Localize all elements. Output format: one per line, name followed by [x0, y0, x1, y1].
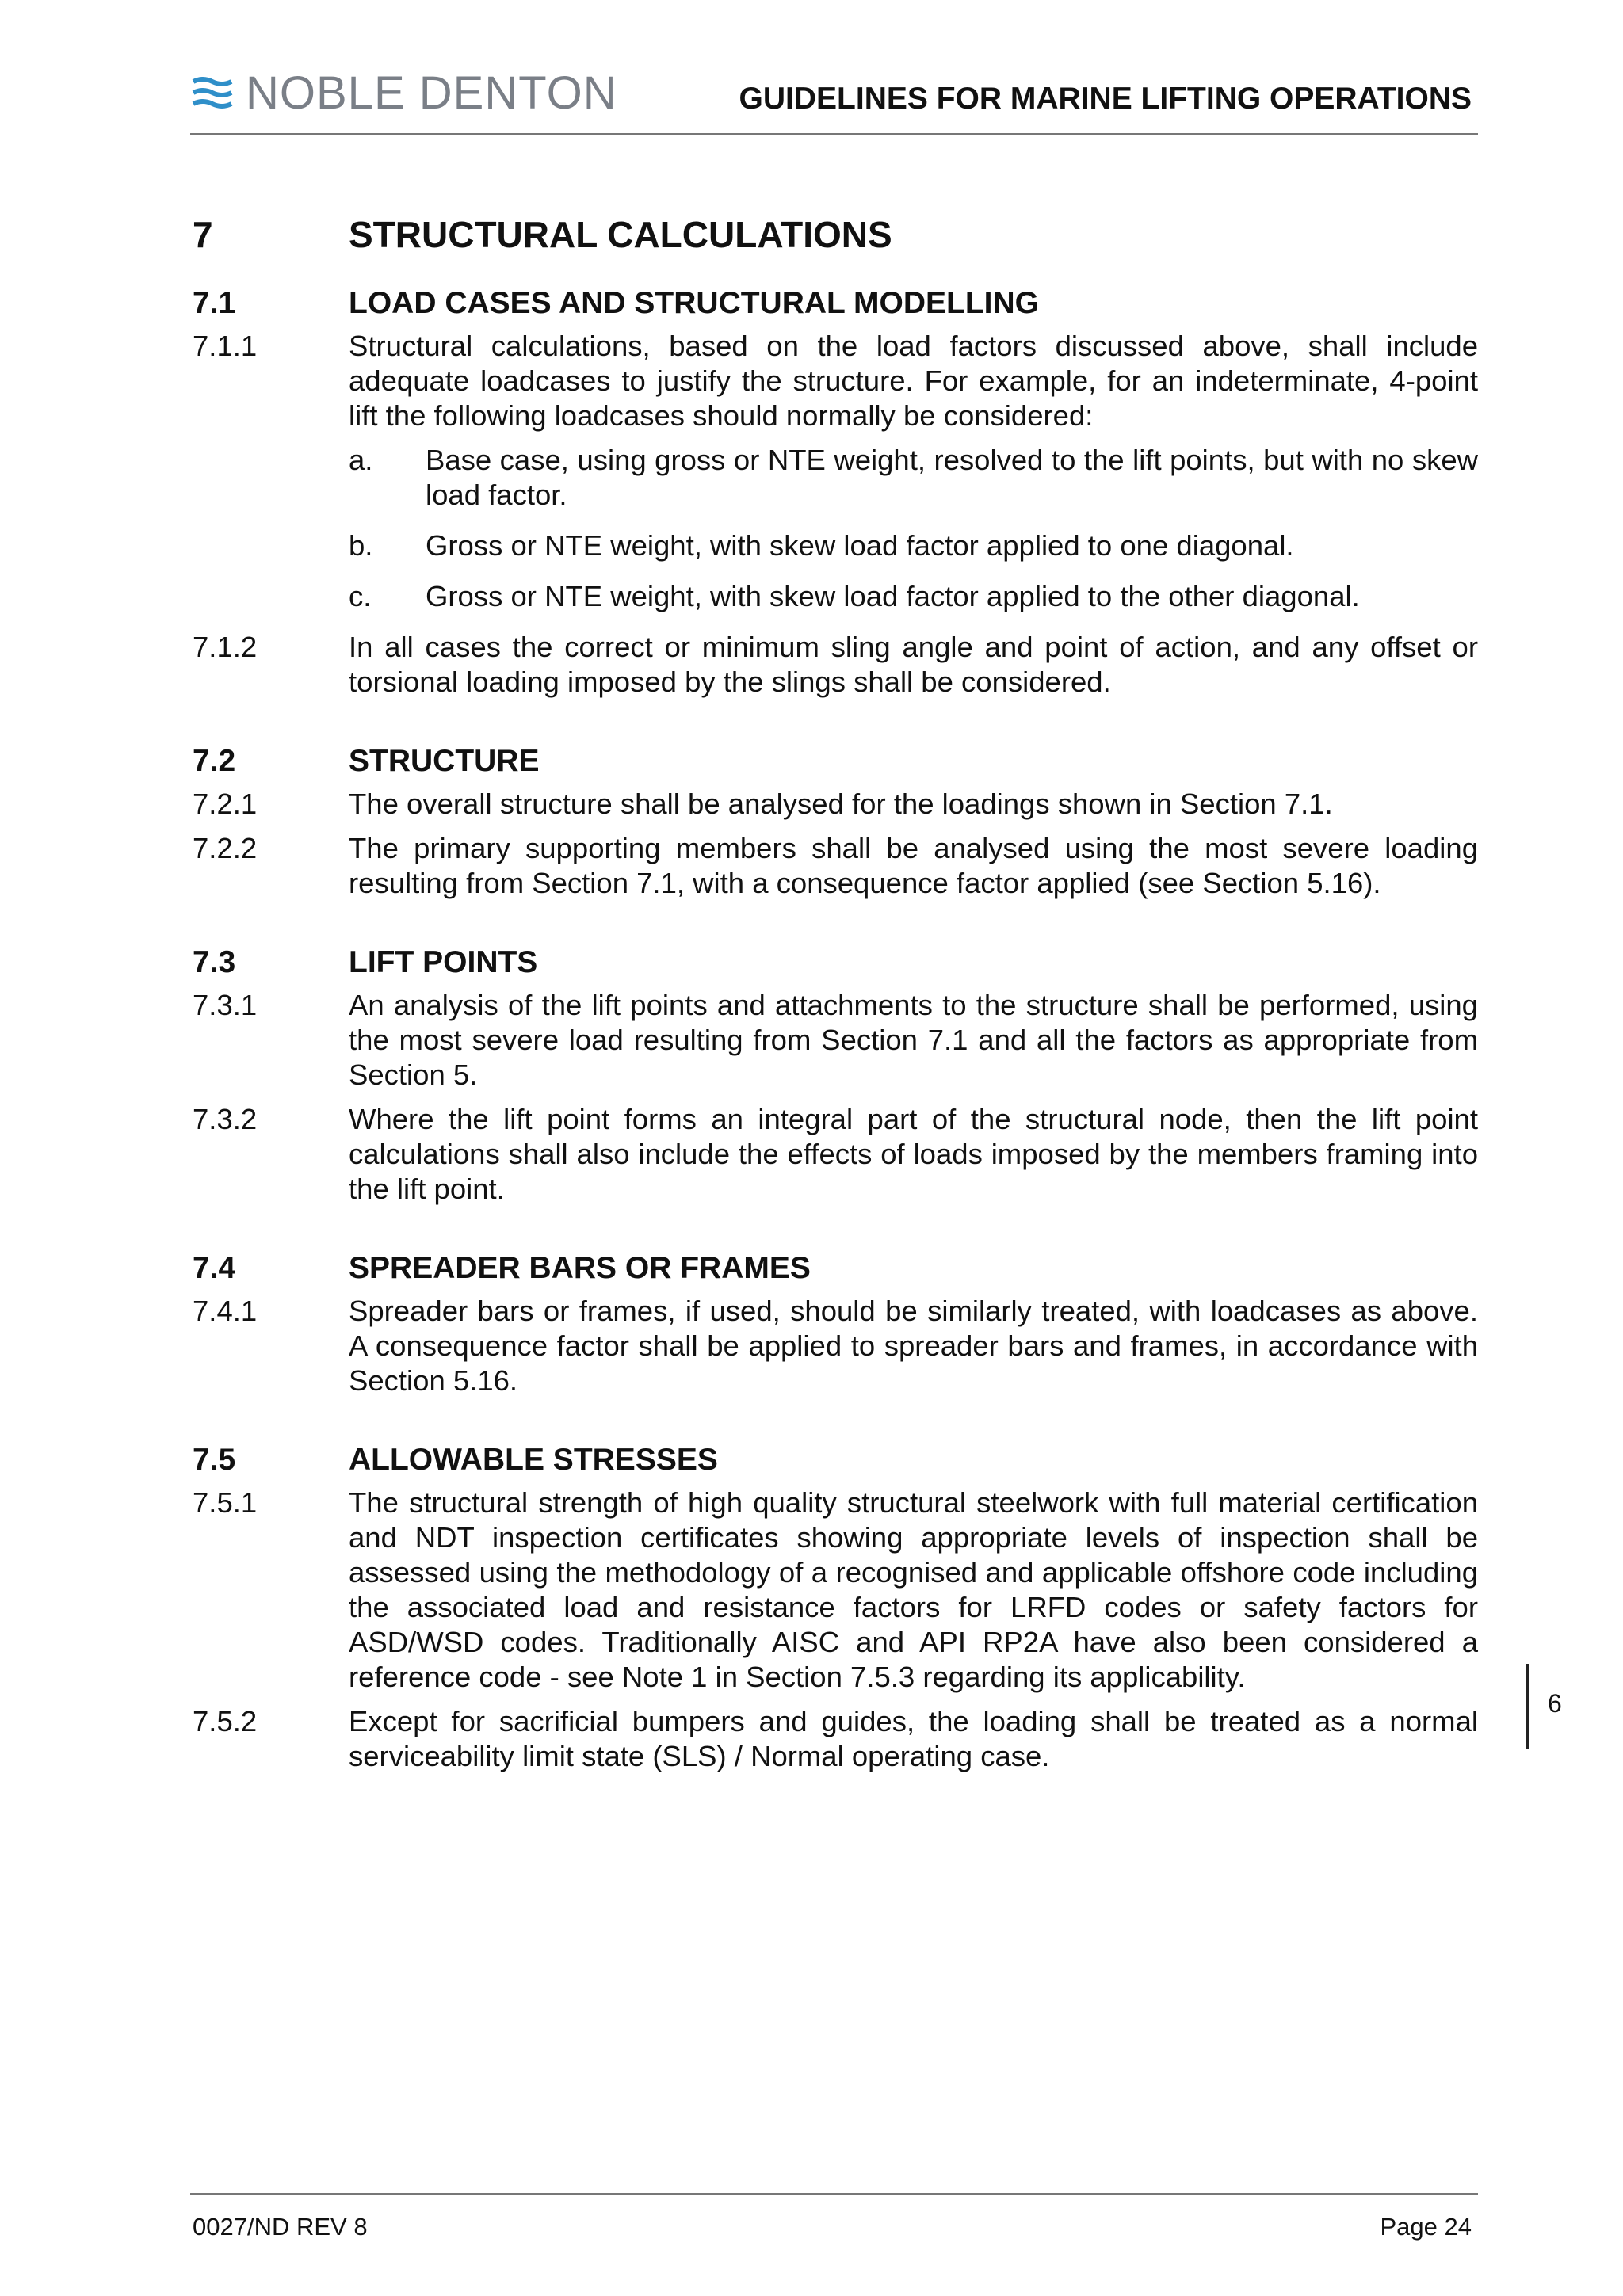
list-item-letter: c. — [349, 580, 372, 612]
revision-marker: 6 — [1548, 1689, 1562, 1718]
page-header — [190, 62, 1478, 135]
subsection-heading — [193, 280, 1478, 329]
paragraph-number: 7.4.1 — [193, 1295, 258, 1327]
paragraph — [193, 1704, 1478, 1774]
paragraph-text: Spreader bars or frames, if used, should be similarly treated, with loadcases as above. A consequence factor shall be applied to spreader bars and frames, in accordance with Section 5.16. — [349, 1295, 1478, 1397]
list-item — [349, 443, 1478, 513]
paragraph — [193, 329, 1478, 433]
revision-change-bar — [1526, 1664, 1529, 1749]
paragraph-number: 7.2.2 — [193, 832, 258, 864]
page-body — [193, 202, 1478, 1783]
paragraph-number: 7.5.1 — [193, 1486, 258, 1519]
list-item — [349, 528, 1478, 563]
subsection-heading — [193, 939, 1478, 988]
list-item-text: Gross or NTE weight, with skew load factor applied to the other diagonal. — [426, 580, 1360, 612]
subsection-title: STRUCTURE — [349, 744, 540, 778]
paragraph-text: Where the lift point forms an integral part of the structural node, then the lift point calculations shall also include the effects of loads imposed by the members framing into the lift point. — [349, 1103, 1478, 1205]
list-item-letter: b. — [349, 529, 373, 562]
subsection-heading — [193, 1245, 1478, 1294]
document-title: GUIDELINES FOR MARINE LIFTING OPERATIONS — [739, 82, 1472, 116]
subsection-number: 7.1 — [193, 286, 236, 320]
page-number: Page 24 — [1380, 2213, 1472, 2241]
page-footer — [190, 2193, 1478, 2252]
paragraph — [193, 1102, 1478, 1207]
paragraph — [193, 831, 1478, 901]
paragraph-text: The overall structure shall be analysed for the loadings shown in Section 7.1. — [349, 788, 1333, 820]
subsection-number: 7.4 — [193, 1251, 236, 1285]
paragraph-text: An analysis of the lift points and attachments to the structure shall be performed, using the most severe load resulting from Section 7.1 and all the factors as appropriate from Section 5. — [349, 989, 1478, 1091]
subsection-heading — [193, 1436, 1478, 1486]
paragraph-text: Except for sacrificial bumpers and guides, the loading shall be treated as a normal serviceability limit state (SLS) / Normal operating case. — [349, 1705, 1478, 1772]
paragraph-text: The primary supporting members shall be analysed using the most severe loading resulting from Section 7.1, with a consequence factor applied (see Section 5.16). — [349, 832, 1478, 899]
waves-logo-icon — [192, 75, 233, 112]
paragraph-text: Structural calculations, based on the load factors discussed above, shall include adequate loadcases to justify the structure. For example, for an indeterminate, 4-point lift the following loadcases should normally be considered: — [349, 330, 1478, 432]
paragraph-number: 7.1.2 — [193, 631, 258, 663]
paragraph — [193, 988, 1478, 1093]
paragraph-number: 7.3.2 — [193, 1103, 258, 1135]
list-item-text: Gross or NTE weight, with skew load factor applied to one diagonal. — [426, 529, 1294, 562]
section-number: 7 — [193, 214, 213, 255]
paragraph-text: The structural strength of high quality structural steelwork with full material certification and NDT inspection certificates showing appropriate levels of inspection shall be assessed using the methodology of a recognised and applicable offshore code including the associated load and resistance factors for LRFD codes or safety factors for ASD/WSD codes. Traditionally AISC and API RP2A have also been considered a reference code - see Note 1 in Section 7.5.3 regarding its applicability. — [349, 1486, 1478, 1693]
subsection-number: 7.2 — [193, 744, 236, 778]
subsection-title: SPREADER BARS OR FRAMES — [349, 1251, 811, 1285]
document-reference: 0027/ND REV 8 — [193, 2213, 368, 2241]
paragraph — [193, 787, 1478, 822]
company-logo — [192, 67, 617, 119]
subsection-title: ALLOWABLE STRESSES — [349, 1443, 718, 1477]
subsection-number: 7.5 — [193, 1443, 236, 1477]
subsection-number: 7.3 — [193, 945, 236, 979]
subsection-title: LOAD CASES AND STRUCTURAL MODELLING — [349, 286, 1039, 320]
subsection-heading — [193, 738, 1478, 787]
section-title: STRUCTURAL CALCULATIONS — [349, 214, 892, 255]
paragraph-number: 7.1.1 — [193, 330, 258, 362]
section-heading — [193, 202, 1478, 273]
paragraph-number: 7.5.2 — [193, 1705, 258, 1737]
paragraph — [193, 1294, 1478, 1398]
paragraph-number: 7.3.1 — [193, 989, 258, 1021]
list-item-text: Base case, using gross or NTE weight, resolved to the lift points, but with no skew load factor. — [426, 444, 1478, 511]
paragraph-text: In all cases the correct or minimum sling angle and point of action, and any offset or torsional loading imposed by the slings shall be considered. — [349, 631, 1478, 698]
list-item — [349, 579, 1478, 614]
logo-text: NOBLE DENTON — [246, 67, 617, 119]
subsection-title: LIFT POINTS — [349, 945, 538, 979]
paragraph — [193, 1486, 1478, 1695]
paragraph-number: 7.2.1 — [193, 788, 258, 820]
paragraph — [193, 630, 1478, 700]
list-item-letter: a. — [349, 444, 373, 476]
